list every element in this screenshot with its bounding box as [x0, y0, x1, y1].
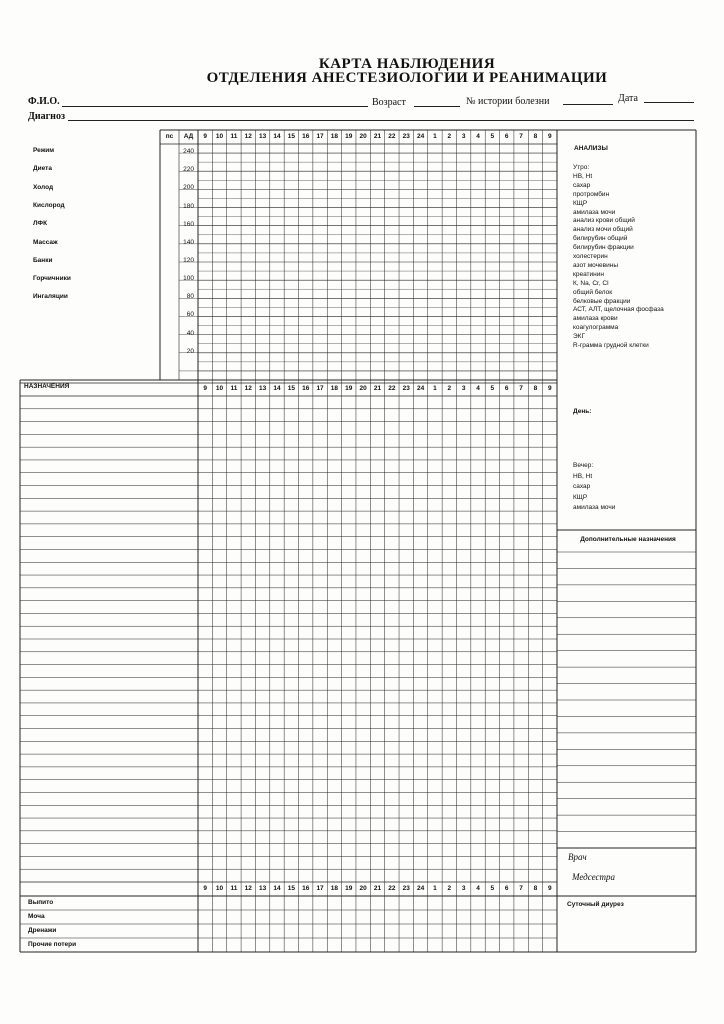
hour-label: 12 [244, 385, 252, 392]
analysis-item: протромбин [573, 190, 610, 198]
hour-label: 12 [244, 133, 252, 140]
hour-label: 23 [402, 133, 410, 140]
naznacheniya-label: НАЗНАЧЕНИЯ [24, 383, 70, 390]
history-label: № истории болезни [466, 96, 550, 107]
hour-label: 2 [447, 385, 452, 392]
analysis-item: амилаза крови [573, 315, 618, 323]
analysis-item: К, Na, Cr, Cl [573, 279, 609, 287]
hour-label: 15 [287, 885, 295, 892]
hour-label: 9 [547, 885, 552, 892]
hour-label: 11 [230, 133, 238, 140]
hour-label: 11 [230, 385, 238, 392]
hour-label: 9 [203, 385, 207, 392]
analysis-item: коагулограмма [573, 324, 619, 332]
hour-label: 18 [330, 385, 339, 392]
col-po-header: пс [165, 133, 174, 140]
hour-label: 19 [345, 133, 353, 140]
regime-label: Холод [33, 183, 54, 191]
hour-label: 4 [476, 133, 480, 140]
hour-label: 22 [388, 385, 396, 392]
title-line1: КАРТА НАБЛЮДЕНИЯ [318, 56, 496, 72]
analysis-item: КЩР [573, 199, 588, 207]
hour-label: 9 [203, 133, 207, 140]
hour-label: 13 [259, 385, 267, 392]
hour-label: 21 [373, 885, 382, 892]
hour-label: 14 [273, 885, 281, 892]
bp-scale-label: 40 [186, 329, 194, 337]
hour-label: 12 [244, 885, 252, 892]
regime-label: Диета [33, 165, 52, 173]
title-line2: ОТДЕЛЕНИЯ АНЕСТЕЗИОЛОГИИ И РЕАНИМАЦИИ [206, 70, 608, 86]
hour-label: 10 [215, 385, 224, 392]
analysis-item: холестерин [573, 253, 608, 260]
daily-diuresis-label: Суточный диурез [567, 901, 624, 908]
hour-label: 13 [259, 133, 267, 140]
hour-label: 13 [259, 885, 267, 892]
hour-label: 16 [302, 885, 310, 892]
hour-label: 24 [416, 885, 425, 892]
hour-label: 14 [273, 133, 281, 140]
hour-label: 7 [519, 133, 523, 140]
analysis-item: ЭКГ [573, 333, 585, 341]
evening-analysis-item: НВ, Ht [573, 472, 593, 480]
hour-label: 17 [316, 385, 324, 392]
regime-label: Ингаляции [33, 293, 68, 301]
bp-scale-label: 80 [186, 293, 194, 301]
hour-label: 20 [359, 385, 367, 392]
hour-label: 18 [330, 133, 339, 140]
regime-label: Горчичники [33, 275, 71, 283]
hour-label: 20 [359, 885, 367, 892]
hour-label: 23 [402, 885, 410, 892]
bp-scale-label: 220 [183, 166, 194, 174]
hour-label: 22 [388, 133, 396, 140]
hour-label: 6 [504, 133, 509, 140]
hour-label: 5 [490, 885, 495, 892]
hour-label: 10 [215, 885, 224, 892]
hour-label: 2 [447, 133, 452, 140]
hour-label: 20 [359, 133, 367, 140]
bp-scale-label: 120 [183, 257, 194, 264]
hour-label: 7 [519, 885, 523, 892]
hour-label: 2 [447, 885, 452, 892]
hour-label: 24 [416, 133, 425, 140]
hour-label: 7 [519, 385, 523, 392]
bottom-row-label: Выпито [28, 899, 54, 906]
hour-label: 8 [533, 385, 538, 392]
hour-label: 17 [316, 885, 324, 892]
bp-scale-label: 180 [183, 202, 194, 210]
evening-analysis-item: сахар [573, 483, 591, 490]
evening-analysis-item: амилаза мочи [573, 504, 616, 511]
bp-scale-label: 60 [186, 311, 194, 319]
hour-label: 11 [230, 885, 238, 892]
analysis-item: креатинин [573, 270, 604, 278]
hour-label: 8 [533, 885, 538, 892]
hour-label: 5 [490, 385, 495, 392]
diagnosis-label: Диагноз [28, 111, 65, 122]
hour-label: 22 [388, 885, 396, 892]
bp-scale-label: 200 [183, 184, 194, 192]
hour-label: 16 [302, 385, 310, 392]
hour-label: 10 [215, 133, 224, 140]
hour-label: 21 [373, 133, 382, 140]
age-label: Возраст [372, 97, 406, 108]
hour-label: 1 [433, 133, 437, 140]
regime-label: Массаж [33, 238, 58, 246]
bp-scale-label: 100 [183, 275, 194, 283]
analysis-item: общий белок [573, 288, 613, 296]
additional-prescriptions-label: Дополнительные назначения [580, 536, 676, 543]
analysis-item: сахар [573, 181, 591, 189]
bottom-row-label: Прочие потери [28, 941, 77, 948]
analysis-item: азот мочевины [573, 261, 618, 269]
evening-analysis-item: Вечер: [573, 462, 594, 469]
hour-label: 9 [547, 133, 552, 140]
bp-scale-label: 160 [183, 220, 194, 228]
analyses-day: День: [573, 408, 592, 415]
bottom-row-label: Моча [28, 913, 45, 920]
hour-label: 15 [287, 133, 295, 140]
doctor-label: Врач [568, 852, 587, 862]
hour-label: 6 [504, 885, 509, 892]
analysis-item: белковые фракции [573, 297, 631, 305]
date-label: Дата [618, 93, 638, 104]
hour-label: 19 [345, 385, 353, 392]
hour-label: 14 [273, 385, 281, 392]
evening-analysis-item: КЩР [573, 493, 588, 501]
regime-label: ЛФК [33, 220, 48, 228]
analysis-item: билирубин общий [573, 235, 628, 243]
hour-label: 6 [504, 385, 509, 392]
hour-label: 16 [302, 133, 310, 140]
col-ad-header: АД [183, 133, 194, 140]
hour-label: 17 [316, 133, 324, 140]
regime-label: Кислород [33, 201, 65, 209]
hour-label: 19 [345, 885, 353, 892]
fio-label: Ф.И.О. [28, 96, 60, 107]
hour-label: 24 [416, 385, 425, 392]
analysis-item: НВ, Ht [573, 172, 593, 180]
hour-label: 8 [533, 133, 538, 140]
hour-label: 4 [476, 885, 480, 892]
hour-label: 18 [330, 885, 339, 892]
bp-scale-label: 240 [183, 148, 194, 156]
regime-label: Режим [33, 147, 55, 154]
analysis-item: АСТ, АЛТ, щелочная фосфаза [573, 306, 664, 314]
hour-label: 15 [287, 385, 295, 392]
nurse-label: Медсестра [572, 872, 615, 882]
hour-label: 1 [433, 885, 437, 892]
analyses-title: АНАЛИЗЫ [574, 145, 608, 152]
analysis-item: билирубин фракции [573, 244, 634, 252]
hour-label: 5 [490, 133, 495, 140]
hour-label: 3 [461, 133, 466, 140]
analysis-item: Утро: [573, 164, 590, 171]
hour-label: 21 [373, 385, 382, 392]
hour-label: 23 [402, 385, 410, 392]
hour-label: 3 [461, 385, 466, 392]
analysis-item: анализ крови общий [573, 217, 635, 225]
bp-scale-label: 140 [183, 238, 194, 246]
analysis-item: анализ мочи общий [573, 226, 633, 234]
hour-label: 4 [476, 385, 480, 392]
bp-scale-label: 20 [186, 347, 194, 355]
hour-label: 9 [547, 385, 552, 392]
bottom-row-label: Дренажи [28, 927, 57, 934]
hour-label: 9 [203, 885, 207, 892]
regime-label: Банки [33, 256, 53, 264]
hour-label: 1 [433, 385, 437, 392]
hour-label: 3 [461, 885, 466, 892]
analysis-item: амилаза мочи [573, 208, 616, 216]
analysis-item: R-грамма грудной клетки [573, 342, 649, 349]
